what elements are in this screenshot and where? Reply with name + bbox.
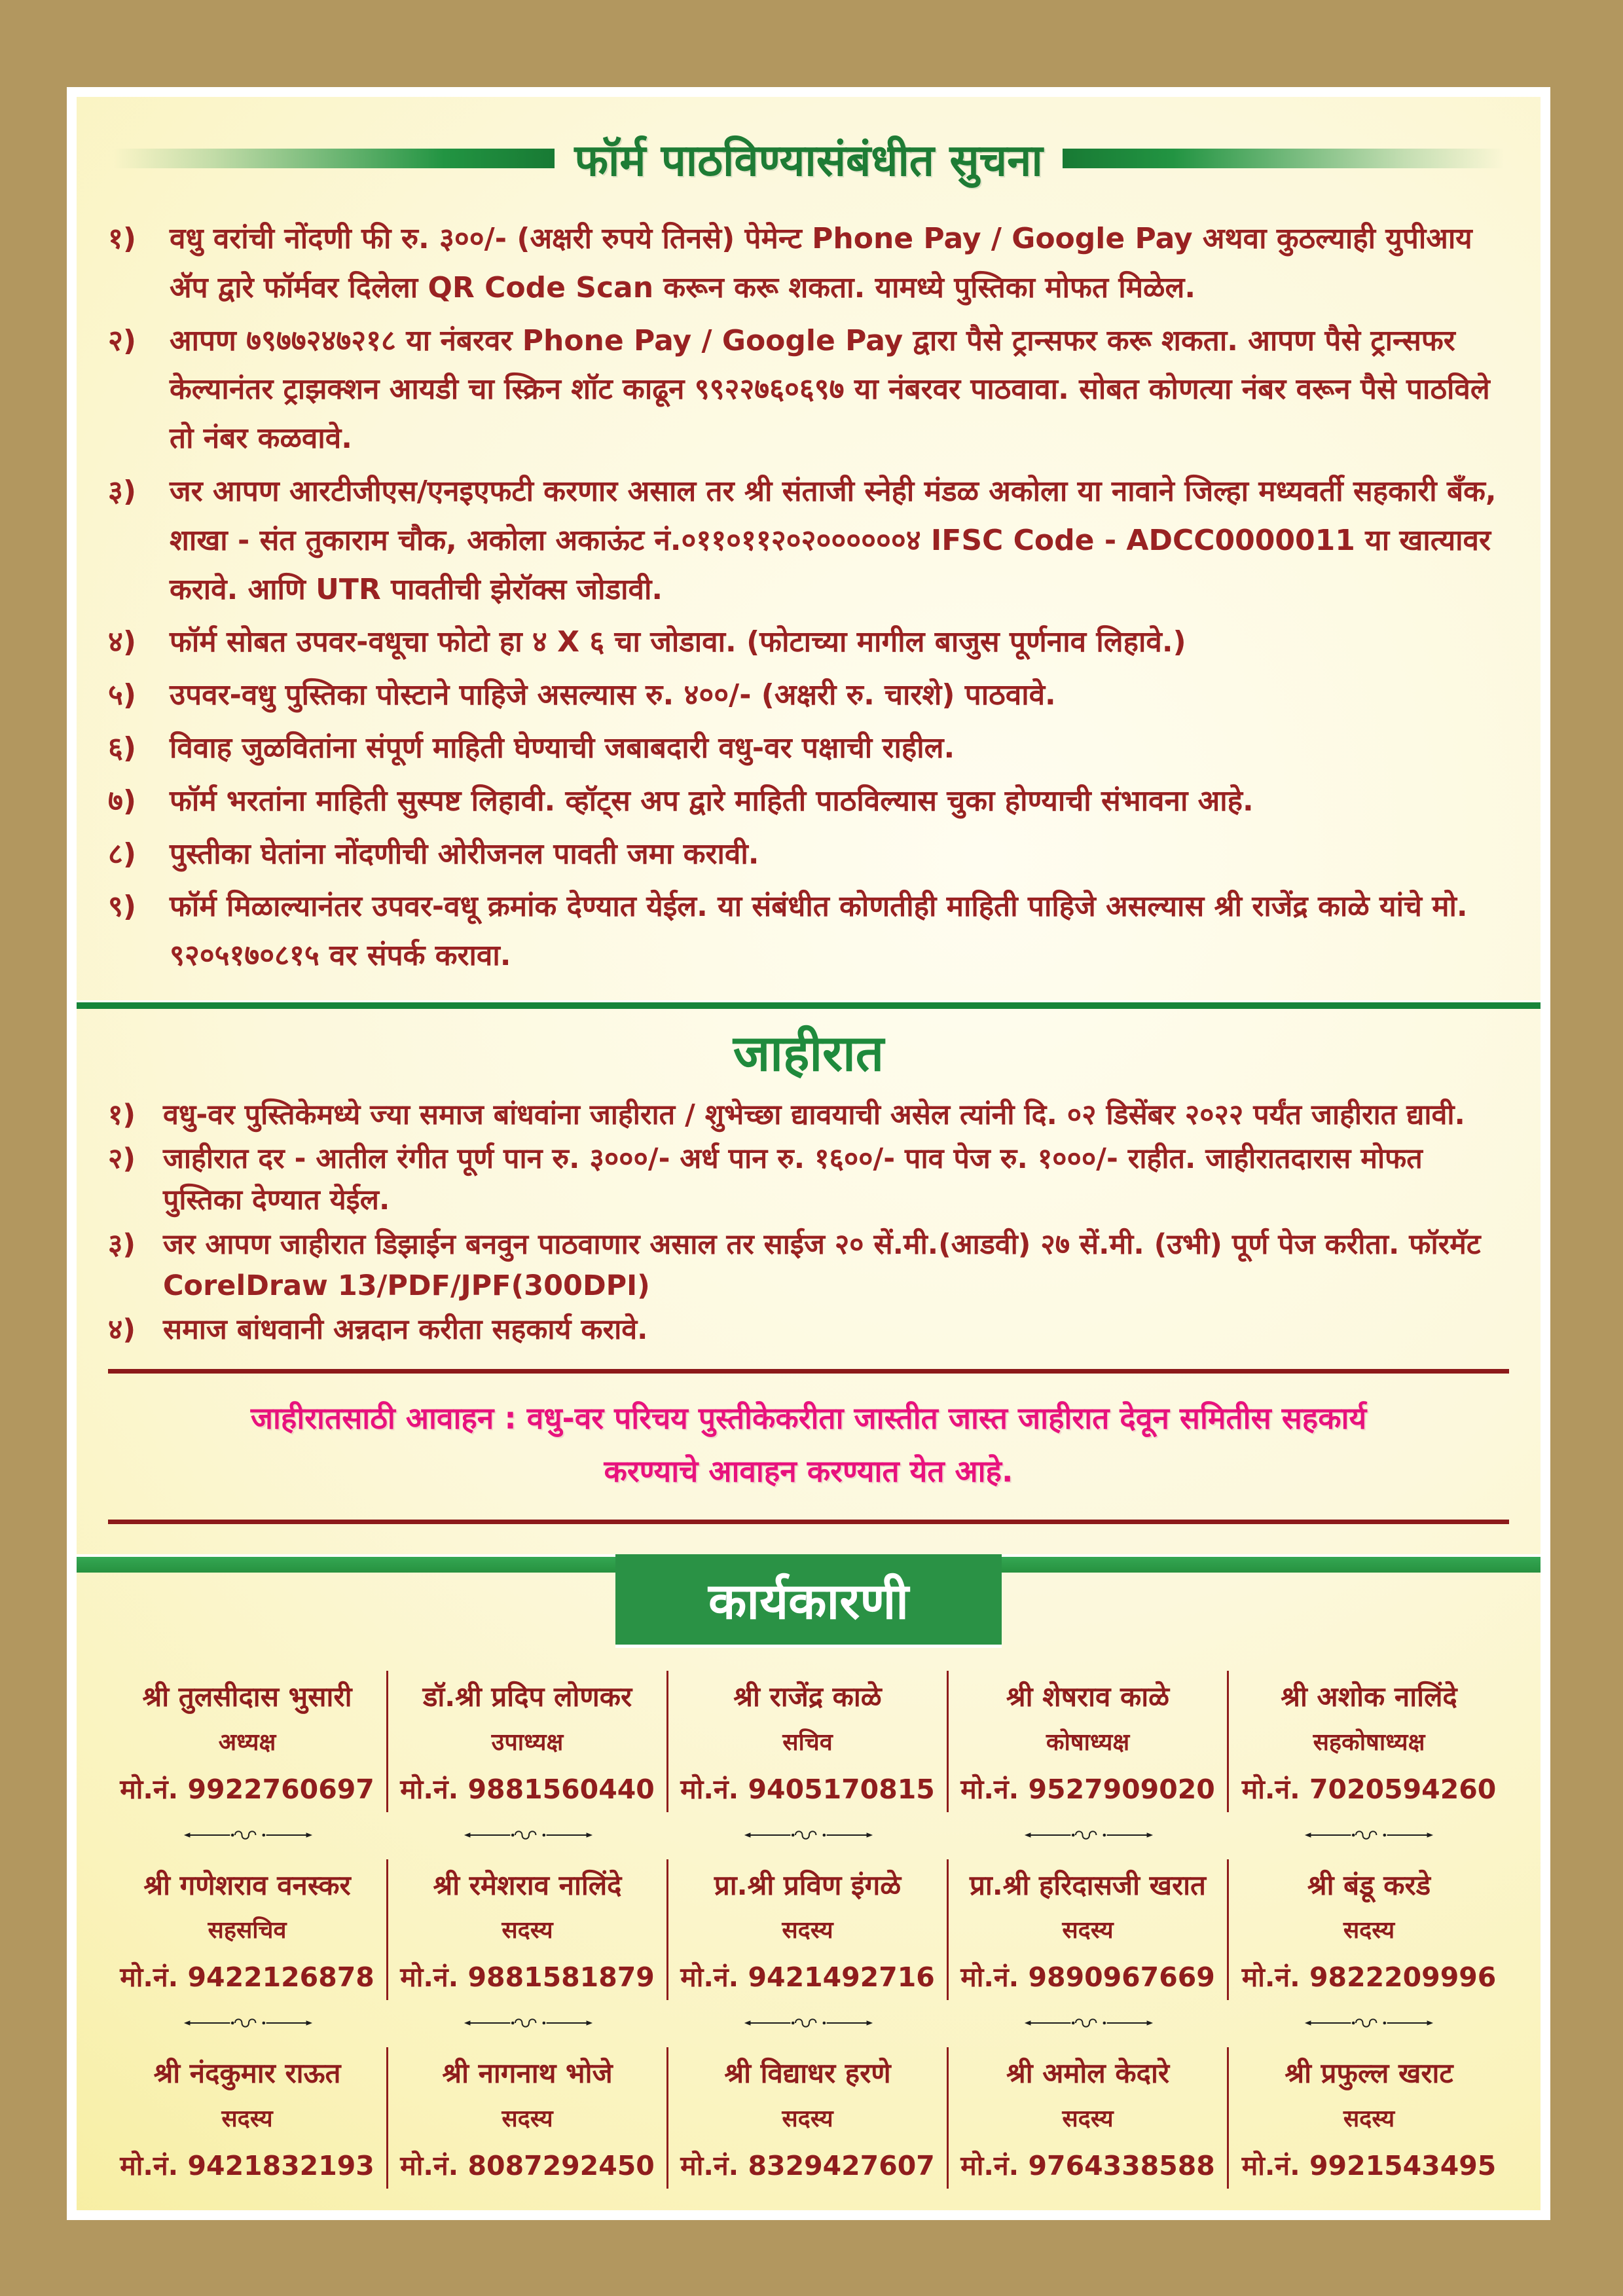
member-phone (1235, 1958, 1503, 1995)
member-name: श्री राजेंद्र काळे (733, 1681, 882, 1713)
notice-item-6 (108, 724, 1509, 773)
committee-grid (108, 1671, 1509, 2189)
member-phone (395, 2147, 660, 2183)
green-bar-left (113, 149, 555, 168)
item-number: १) (108, 1098, 136, 1131)
item-text: जाहीरात दर - आतील रंगीत पूर्ण पान रु. ३०००/- अर्ध पान रु. १६००/- पाव पेज रु. १०००/- राहीत. जाहीरातदारास मोफत पुस्तिका देण्यात येईल. (163, 1142, 1423, 1217)
row-divider (668, 2000, 949, 2047)
poster-sheet (67, 87, 1550, 2220)
member-name: श्री विद्याधर हरणे (724, 2057, 891, 2090)
phone-label: मो.नं. (960, 1773, 1019, 1805)
member-phone (395, 1958, 660, 1995)
committee-title-box (615, 1554, 1002, 1648)
row-divider (108, 2000, 388, 2047)
member-name: प्रा.श्री हरिदासजी खरात (970, 1868, 1206, 1901)
member-name: श्री प्रफुल्ल खराट (1285, 2057, 1453, 2090)
member-phone (955, 2147, 1220, 2183)
phone-label: मो.नं. (400, 1773, 459, 1805)
member-phone (675, 1770, 940, 1807)
member-role: सदस्य (501, 2105, 553, 2132)
row-divider (108, 1812, 388, 1859)
item-number: ३) (108, 474, 136, 508)
member-phone (395, 1770, 660, 1807)
member-role: सदस्य (1343, 2105, 1395, 2132)
notice-item-1 (108, 215, 1509, 313)
item-number: ९) (108, 890, 136, 924)
appeal-text: जाहीरातसाठी आवाहन : वधु-वर परिचय पुस्तीकेकरीता जास्तीत जास्त जाहीरात देवून समितीस सहकार्य करण्याचे आवाहन करण्यात येत आहे. (250, 1400, 1367, 1489)
phone-number: 9764338588 (1028, 2149, 1215, 2181)
item-number: ४) (108, 625, 136, 659)
member-phone (115, 1958, 380, 1995)
member-role: सदस्य (1062, 1917, 1114, 1944)
item-number: ४) (108, 1313, 136, 1346)
member-name: श्री तुलसीदास भुसारी (142, 1681, 352, 1713)
committee-cell (949, 1671, 1229, 1812)
phone-number: 9881581879 (467, 1961, 655, 1994)
committee-cell (388, 1859, 668, 2001)
divider-ornament-icon (1023, 1828, 1154, 1842)
member-role: सदस्य (221, 2105, 273, 2132)
item-text: जर आपण जाहीरात डिझाईन बनवुन पाठवाणार असाल तर साईज २० सें.मी.(आडवी) २७ सें.मी. (उभी) पूर्ण पेज करीता. फॉरमॅट CorelDraw 13/PDF/JPF(300DPI) (163, 1228, 1481, 1302)
member-name: श्री नंदकुमार राऊत (153, 2057, 341, 2090)
divider-ornament-icon (1304, 1828, 1434, 1842)
member-name: श्री शेषराव काळे (1006, 1681, 1170, 1713)
row-divider (668, 1812, 949, 1859)
committee-cell (668, 1859, 949, 2001)
row-divider (1229, 1812, 1509, 1859)
phone-number: 7020594260 (1309, 1773, 1497, 1805)
row-divider (1229, 2000, 1509, 2047)
row-divider (388, 2000, 668, 2047)
phone-number: 9527909020 (1028, 1773, 1215, 1805)
phone-number: 9922760697 (187, 1773, 374, 1805)
phone-label: मो.नं. (960, 2149, 1019, 2181)
item-text: फॉर्म भरतांना माहिती सुस्पष्ट लिहावी. व्हॉट्स अप द्वारे माहिती पाठविल्यास चुका होण्याची संभावना आहे. (170, 784, 1254, 818)
notice-list (108, 215, 1509, 981)
member-phone (955, 1958, 1220, 1995)
item-text: समाज बांधवानी अन्नदान करीता सहकार्य करावे. (163, 1313, 648, 1346)
notice-item-2 (108, 317, 1509, 464)
committee-cell (388, 2047, 668, 2189)
member-role: सदस्य (1062, 2105, 1114, 2132)
committee-title: कार्यकारणी (708, 1571, 909, 1630)
member-name: श्री नागनाथ भोजे (442, 2057, 613, 2090)
item-text: पुस्तीका घेतांना नोंदणीची ओरीजनल पावती जमा करावी. (170, 837, 759, 871)
member-phone (675, 1958, 940, 1995)
divider-ornament-icon (743, 2016, 874, 2030)
row-divider (949, 2000, 1229, 2047)
member-role: कोषाध्यक्ष (1046, 1728, 1130, 1756)
committee-cell (108, 1671, 388, 1812)
item-number: ३) (108, 1228, 136, 1261)
phone-label: मो.नं. (400, 2149, 459, 2181)
phone-label: मो.नं. (1241, 1773, 1300, 1805)
committee-cell (108, 1859, 388, 2001)
phone-label: मो.नं. (120, 1961, 179, 1994)
phone-number: 8329427607 (748, 2149, 935, 2181)
phone-label: मो.नं. (960, 1961, 1019, 1994)
committee-cell (108, 2047, 388, 2189)
phone-label: मो.नं. (120, 1773, 179, 1805)
member-role: सचिव (782, 1728, 833, 1756)
item-number: ६) (108, 731, 136, 765)
item-text: आपण ७९७७२४७२१८ या नंबरवर Phone Pay / Google Pay द्वारा पैसे ट्रान्सफर करू शकता. आपण पैसे ट्रान्सफर केल्यानंतर ट्राझक्शन आयडी चा स्क्रिन शॉट काढून ९९२२७६०६९७ या नंबरवर पाठवावा. सोबत कोणत्या नंबर वरून पैसे पाठविले तो नंबर कळवावे. (170, 323, 1490, 456)
item-text: वधु-वर पुस्तिकेमध्ये ज्या समाज बांधवांना जाहीरात / शुभेच्छा द्यावयाची असेल त्यांनी दि. ०२ डिसेंबर २०२२ पर्यंत जाहीरात द्यावी. (163, 1098, 1465, 1131)
member-role: उपाध्यक्ष (491, 1728, 564, 1756)
phone-number: 9921543495 (1309, 2149, 1497, 2181)
divider-ornament-icon (183, 2016, 314, 2030)
item-number: २) (108, 323, 136, 357)
row-divider (949, 1812, 1229, 1859)
item-text: विवाह जुळवितांना संपूर्ण माहिती घेण्याची जबाबदारी वधु-वर पक्षाची राहील. (170, 731, 955, 765)
phone-label: मो.नं. (400, 1961, 459, 1994)
appeal-box (108, 1369, 1509, 1524)
poster-content (77, 97, 1541, 2210)
member-phone (115, 1770, 380, 1807)
phone-label: मो.नं. (680, 2149, 739, 2181)
divider-ornament-icon (1023, 2016, 1154, 2030)
member-role: सदस्य (782, 1917, 833, 1944)
committee-cell (668, 2047, 949, 2189)
committee-cell (949, 1859, 1229, 2001)
member-role: सदस्य (1343, 1917, 1395, 1944)
item-number: २) (108, 1142, 136, 1176)
phone-number: 9422126878 (187, 1961, 374, 1994)
divider-ornament-icon (1304, 2016, 1434, 2030)
committee-cell (1229, 2047, 1509, 2189)
member-phone (955, 1770, 1220, 1807)
notice-item-5 (108, 671, 1509, 720)
notice-item-7 (108, 777, 1509, 826)
phone-number: 9421492716 (748, 1961, 935, 1994)
row-divider (388, 1812, 668, 1859)
member-name: डॉ.श्री प्रदिप लोणकर (422, 1681, 632, 1713)
member-name: श्री रमेशराव नालिंदे (433, 1868, 622, 1901)
divider-ornament-icon (183, 1828, 314, 1842)
divider-ornament-icon (463, 2016, 594, 2030)
phone-label: मो.नं. (120, 2149, 179, 2181)
member-phone (1235, 2147, 1503, 2183)
phone-number: 9421832193 (187, 2149, 374, 2181)
phone-number: 9890967669 (1028, 1961, 1215, 1994)
notice-item-8 (108, 830, 1509, 879)
phone-label: मो.नं. (680, 1961, 739, 1994)
ads-section-rule (77, 1000, 1541, 1009)
ads-title: जाहीरात (733, 1023, 884, 1082)
ads-item-2 (108, 1139, 1509, 1221)
item-number: ८) (108, 837, 136, 871)
item-number: १) (108, 222, 136, 255)
member-name: श्री अमोल केदारे (1006, 2057, 1170, 2090)
item-number: ७) (108, 784, 136, 818)
item-text: वधु वरांची नोंदणी फी रु. ३००/- (अक्षरी रुपये तिनसे) पेमेन्ट Phone Pay / Google Pay अथवा कुठल्याही युपीआय ॲप द्वारे फॉर्मवर दिलेला QR Code Scan करून करू शकता. यामध्ये पुस्तिका मोफत मिळेल. (170, 222, 1472, 304)
phone-label: मो.नं. (1241, 2149, 1300, 2181)
ads-item-4 (108, 1309, 1509, 1351)
item-text: उपवर-वधु पुस्तिका पोस्टाने पाहिजे असल्यास रु. ४००/- (अक्षरी रु. चारशे) पाठवावे. (170, 678, 1056, 712)
committee-cell (668, 1671, 949, 1812)
member-role: सहकोषाध्यक्ष (1313, 1728, 1425, 1756)
notice-header (113, 128, 1504, 189)
notice-title: फॉर्म पाठविण्यासंबंधीत सुचना (574, 135, 1043, 186)
member-name: श्री अशोक नालिंदे (1281, 1681, 1457, 1713)
committee-cell (1229, 1859, 1509, 2001)
member-role: सदस्य (782, 2105, 833, 2132)
phone-number: 9822209996 (1309, 1961, 1497, 1994)
phone-number: 9881560440 (467, 1773, 655, 1805)
divider-ornament-icon (463, 1828, 594, 1842)
member-role: अध्यक्ष (218, 1728, 276, 1756)
notice-item-9 (108, 883, 1509, 981)
ads-list (108, 1095, 1509, 1351)
committee-cell (1229, 1671, 1509, 1812)
member-phone (115, 2147, 380, 2183)
member-role: सहसचिव (208, 1917, 287, 1944)
committee-cell (388, 1671, 668, 1812)
divider-ornament-icon (743, 1828, 874, 1842)
committee-header (77, 1548, 1541, 1646)
phone-number: 8087292450 (467, 2149, 655, 2181)
notice-item-3 (108, 467, 1509, 614)
item-number: ५) (108, 678, 136, 712)
member-phone (675, 2147, 940, 2183)
member-name: श्री गणेशराव वनस्कर (143, 1868, 351, 1901)
item-text: फॉर्म मिळाल्यानंतर उपवर-वधू क्रमांक देण्यात येईल. या संबंधीत कोणतीही माहिती पाहिजे असल्यास श्री राजेंद्र काळे यांचे मो. ९२०५१७०८१५ वर संपर्क करावा. (170, 890, 1468, 973)
member-name: श्री बंडू करडे (1307, 1868, 1431, 1901)
ads-item-3 (108, 1224, 1509, 1307)
ads-item-1 (108, 1095, 1509, 1136)
phone-label: मो.नं. (1241, 1961, 1300, 1994)
notice-item-4 (108, 618, 1509, 667)
green-bar-right (1063, 149, 1504, 168)
member-phone (1235, 1770, 1503, 1807)
member-name: प्रा.श्री प्रविण इंगळे (714, 1868, 902, 1901)
committee-cell (949, 2047, 1229, 2189)
item-text: फॉर्म सोबत उपवर-वधूचा फोटो हा ४ X ६ चा जोडावा. (फोटाच्या मागील बाजुस पूर्णनाव लिहावे.) (170, 625, 1186, 659)
member-role: सदस्य (501, 1917, 553, 1944)
item-text: जर आपण आरटीजीएस/एनइएफटी करणार असाल तर श्री संताजी स्नेही मंडळ अकोला या नावाने जिल्हा मध्यवर्ती सहकारी बँक, शाखा - संत तुकाराम चौक, अकोला अकाऊंट नं.०११०११२०२००००००४ IFSC Code - ADCC0000011 या खात्यावर करावे. आणि UTR पावतीची झेरॉक्स जोडावी. (170, 474, 1497, 606)
phone-label: मो.नं. (680, 1773, 739, 1805)
phone-number: 9405170815 (748, 1773, 935, 1805)
